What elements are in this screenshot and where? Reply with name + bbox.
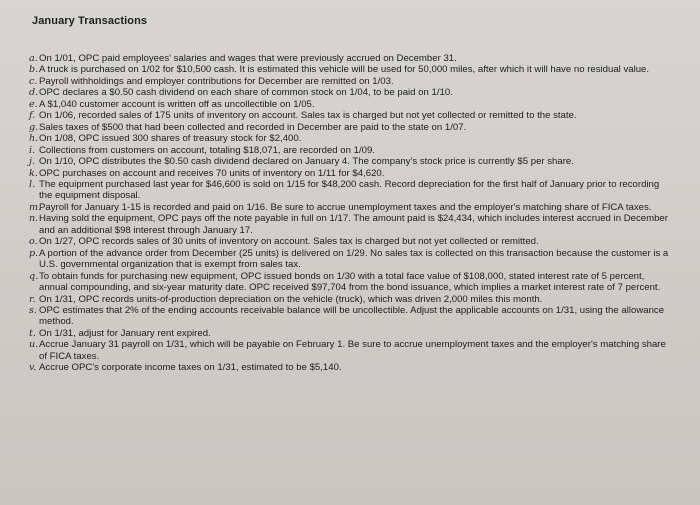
transaction-item [29, 305, 669, 328]
transaction-text: On 1/10, OPC distributes the $0.50 cash dividend declared on January 4. The company's stock price is currently $5 per share. [39, 156, 574, 168]
transaction-item [29, 87, 669, 98]
transaction-marker: q. [29, 270, 39, 282]
transaction-text: The equipment purchased last year for $46,600 is sold on 1/15 for $48,200 cash. Record depreciation for the first half of January prior to recording the equipment disposal. [39, 178, 660, 202]
transaction-text: On 1/06, recorded sales of 175 units of inventory on account. Sales tax is charged but not yet collected or remitted to the state. [39, 110, 577, 122]
transaction-text: Payroll for January 1-15 is recorded and paid on 1/16. Be sure to accrue unemployment taxes and the employer's matching share of FICA taxes. [39, 201, 652, 213]
transaction-text: A $1,040 customer account is written off as uncollectible on 1/05. [39, 98, 315, 110]
transaction-item [29, 76, 669, 87]
transaction-marker: h. [29, 133, 39, 145]
transaction-marker: r. [29, 293, 36, 305]
transaction-text: On 1/27, OPC records sales of 30 units of inventory on account. Sales tax is charged but not yet collected or remitted. [39, 236, 539, 248]
transaction-text: A truck is purchased on 1/02 for $10,500 cash. It is estimated this vehicle will be used for 50,000 miles, after which it will have no residual value. [39, 64, 650, 76]
transaction-text: On 1/31, OPC records units-of-production depreciation on the vehicle (truck), which was driven 2,000 miles this month. [39, 293, 543, 305]
transaction-marker: j. [29, 156, 36, 168]
transaction-item [29, 168, 669, 179]
transaction-marker: m. [29, 201, 42, 213]
transaction-text: OPC estimates that 2% of the ending accounts receivable balance will be uncollectible. Adjust the applicable accounts on 1/31, using the allowance method. [39, 304, 665, 328]
transaction-marker: g. [29, 121, 39, 133]
transaction-text: A portion of the advance order from December (25 units) is delivered on 1/29. No sales tax is collected on this transaction because the customer is a U.S. governmental organization that is exempt from sales tax. [39, 247, 669, 271]
transaction-marker: a. [29, 53, 38, 64]
transaction-item [29, 156, 669, 167]
transaction-text: OPC declares a $0.50 cash dividend on each share of common stock on 1/04, to be paid on 1/10. [39, 87, 453, 99]
transaction-item [29, 99, 669, 110]
transaction-marker: k. [29, 167, 38, 179]
transaction-marker: l. [29, 178, 36, 190]
transaction-text: Collections from customers on account, totaling $18,071, are recorded on 1/09. [39, 144, 375, 156]
transaction-marker: c. [29, 75, 38, 87]
transaction-marker: s. [29, 304, 37, 316]
transaction-marker: n. [29, 213, 39, 225]
transaction-text: OPC purchases on account and receives 70 units of inventory on 1/11 for $4,620. [39, 167, 385, 179]
transaction-list [29, 53, 669, 374]
transaction-item [29, 213, 669, 236]
transaction-item [29, 145, 669, 156]
transaction-item [29, 202, 669, 213]
transaction-text: Payroll withholdings and employer contributions for December are remitted on 1/03. [39, 75, 394, 87]
transaction-item [29, 328, 669, 339]
transaction-item [29, 236, 669, 247]
transaction-text: Having sold the equipment, OPC pays off the note payable in full on 1/17. The amount paid is $24,434, which includes interest accrued in December and an additional $98 interest through January 17. [39, 213, 668, 236]
transaction-item [29, 133, 669, 144]
transaction-item [29, 64, 669, 75]
transaction-marker: b. [29, 64, 39, 76]
transaction-marker: d. [29, 87, 39, 99]
transaction-text: On 1/31, adjust for January rent expired. [39, 327, 211, 339]
transaction-item [29, 271, 669, 294]
transaction-item [29, 339, 669, 362]
transaction-marker: u. [29, 339, 39, 351]
transaction-marker: o. [29, 236, 38, 248]
transaction-marker: f. [29, 110, 36, 122]
transaction-item [29, 53, 669, 64]
transaction-marker: t. [29, 327, 36, 339]
transaction-item [29, 294, 669, 305]
transaction-text: Sales taxes of $500 that had been collected and recorded in December are paid to the state on 1/07. [39, 121, 467, 133]
transaction-item [29, 362, 669, 373]
transaction-marker: i. [29, 144, 36, 156]
transaction-text: To obtain funds for purchasing new equipment, OPC issued bonds on 1/30 with a total face value of $108,000, stated interest rate of 5 percent, annual compounding, and six-year maturity date. OPC received $97,704 from the bond issuance, which implies a market interest rate of 7 percent. [39, 270, 661, 294]
transaction-text: On 1/01, OPC paid employees' salaries and wages that were previously accrued on December 31. [39, 53, 457, 64]
transaction-text: On 1/08, OPC issued 300 shares of treasury stock for $2,400. [39, 133, 302, 145]
page-title: January Transactions [32, 15, 148, 27]
transaction-marker: e. [29, 98, 38, 110]
transaction-item [29, 179, 669, 202]
transaction-text: Accrue OPC's corporate income taxes on 1/31, estimated to be $5,140. [39, 362, 342, 374]
transaction-item [29, 248, 669, 271]
transaction-marker: p. [29, 247, 39, 259]
transaction-text: Accrue January 31 payroll on 1/31, which will be payable on February 1. Be sure to accrue unemployment taxes and the employer's matching share of FICA taxes. [39, 339, 666, 362]
transaction-item [29, 122, 669, 133]
transaction-item [29, 110, 669, 121]
transaction-marker: v. [29, 362, 37, 374]
